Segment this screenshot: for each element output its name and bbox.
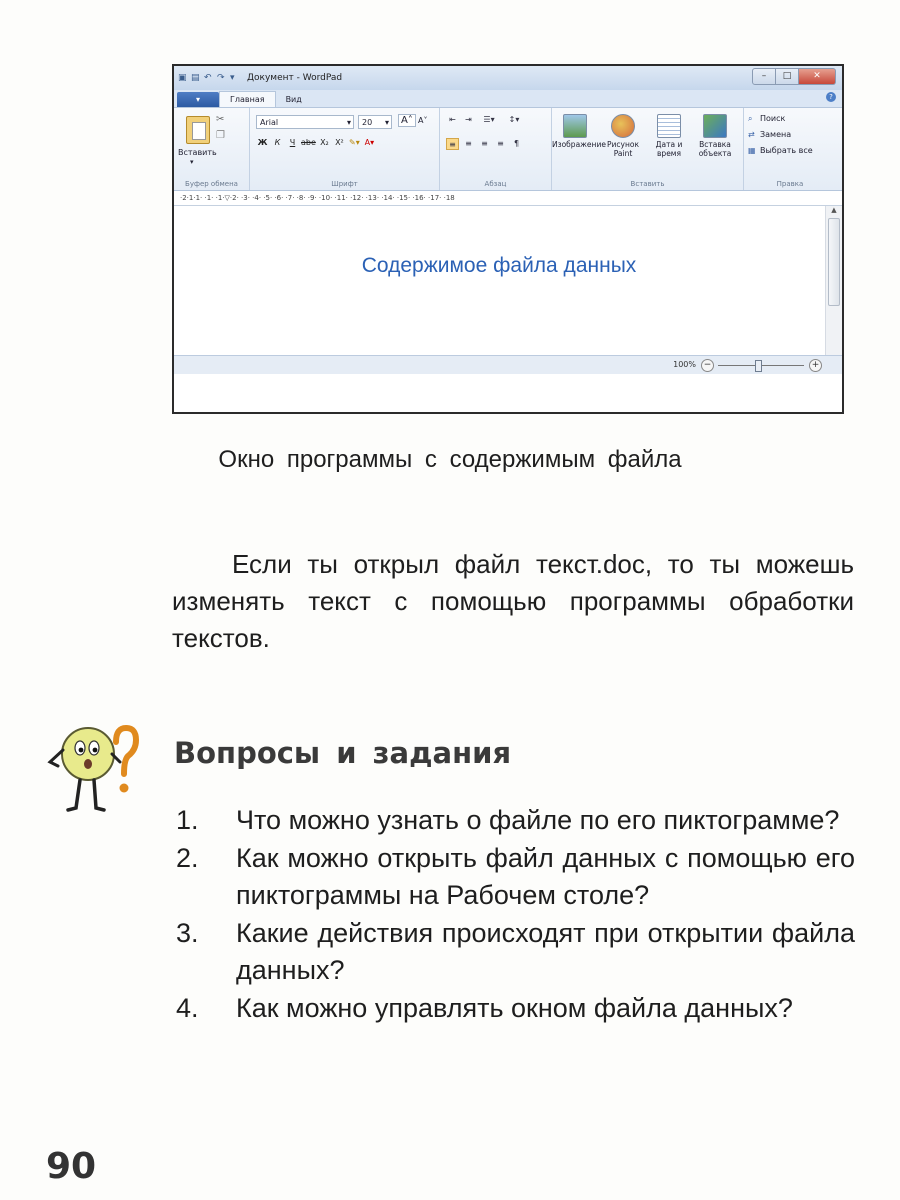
object-icon — [703, 114, 727, 138]
section-heading: Вопросы и задания — [174, 736, 512, 770]
tab-home[interactable]: Главная — [219, 91, 276, 107]
question-item — [172, 990, 855, 1027]
font-color-icon[interactable]: A▾ — [364, 138, 375, 147]
body-paragraph-text: Если ты открыл файл текст.doc, то ты можешь изменять текст с помощью программы обработки текстов. — [172, 549, 854, 653]
insert-group — [552, 108, 744, 190]
font-style-buttons — [256, 136, 376, 150]
question-text: Какие действия происходят при открытии файла данных? — [236, 918, 855, 985]
minimize-button[interactable]: – — [752, 68, 776, 85]
font-size-value: 20 — [362, 118, 373, 127]
customize-qat-icon[interactable]: ▾ — [230, 72, 235, 83]
tab-view[interactable]: Вид — [285, 95, 302, 104]
insert-group-label: Вставить — [630, 180, 665, 188]
paste-icon[interactable] — [186, 116, 210, 144]
close-button[interactable]: ✕ — [799, 68, 836, 85]
question-number: 1. — [176, 805, 199, 835]
bold-button[interactable]: Ж — [257, 138, 268, 147]
italic-button[interactable]: К — [274, 138, 281, 147]
ruler[interactable]: ·2·1·1· ·1· ·1·▽·2· ·3· ·4· ·5· ·6· ·7· ·8· ·9· ·10· ·11· ·12· ·13· ·14· ·15· ·16· ·17· ·18 — [174, 191, 842, 206]
scroll-up-icon[interactable]: ▲ — [831, 206, 837, 214]
find-button[interactable] — [748, 114, 785, 123]
question-item — [172, 840, 855, 914]
question-number: 3. — [176, 918, 199, 948]
underline-button[interactable]: Ч — [289, 138, 296, 147]
undo-icon[interactable]: ↶ — [204, 72, 212, 83]
question-item — [172, 915, 855, 989]
app-menu-button[interactable] — [177, 92, 219, 107]
body-paragraph — [172, 546, 854, 657]
clipboard-group-label: Буфер обмена — [185, 180, 238, 188]
paragraph-row-2 — [446, 138, 523, 150]
editing-group — [744, 108, 836, 190]
copy-icon[interactable]: ❐ — [216, 130, 225, 141]
select-all-icon: ▦ — [748, 146, 756, 155]
font-family-select[interactable]: Arial ▾ — [256, 115, 354, 129]
align-left-icon[interactable]: ≡ — [446, 138, 459, 150]
paint-drawing-label: Рисунок Paint — [607, 140, 639, 158]
zoom-slider-thumb[interactable] — [755, 360, 762, 372]
line-spacing-icon[interactable]: ↕▾ — [508, 115, 520, 124]
editing-group-label: Правка — [776, 180, 804, 188]
questions-list — [172, 802, 855, 1028]
justify-icon[interactable]: ≡ — [497, 139, 504, 148]
question-text: Как можно управлять окном файла данных? — [236, 993, 793, 1023]
date-time-button[interactable] — [646, 114, 692, 158]
window-title: Документ - WordPad — [247, 73, 343, 83]
date-time-label: Дата и время — [655, 140, 683, 158]
question-number: 2. — [176, 843, 199, 873]
picture-icon — [563, 114, 587, 138]
grow-font-icon[interactable]: A˄ — [398, 114, 416, 127]
increase-indent-icon[interactable]: ⇥ — [465, 115, 472, 124]
ribbon-tabs — [174, 90, 842, 108]
paste-dropdown-icon[interactable]: ▾ — [190, 158, 194, 166]
wordpad-app-icon: ▣ — [178, 72, 187, 83]
highlight-color-icon[interactable]: ✎▾ — [349, 138, 360, 147]
figure-caption: Окно программы с содержимым файла — [218, 446, 682, 473]
font-group-label: Шрифт — [331, 180, 358, 188]
paragraph-row-1 — [446, 114, 525, 126]
zoom-in-button[interactable]: + — [809, 359, 822, 372]
replace-button[interactable] — [748, 130, 791, 139]
question-text: Как можно открыть файл данных с помощью его пиктограммы на Рабочем столе? — [236, 843, 855, 910]
paint-palette-icon — [611, 114, 635, 138]
status-bar — [174, 355, 842, 374]
align-center-icon[interactable]: ≡ — [465, 139, 472, 148]
strikethrough-button[interactable]: abe — [301, 138, 316, 147]
decrease-indent-icon[interactable]: ⇤ — [449, 115, 456, 124]
insert-object-button[interactable] — [692, 114, 738, 158]
paragraph-group — [440, 108, 552, 190]
page-number: 90 — [46, 1146, 97, 1187]
bullets-icon[interactable]: ☰▾ — [483, 115, 495, 124]
paragraph-group-label: Абзац — [484, 180, 507, 188]
document-area[interactable] — [174, 206, 842, 374]
wordpad-window — [172, 64, 844, 414]
font-size-select[interactable]: 20 ▾ — [358, 115, 392, 129]
find-label: Поиск — [760, 114, 786, 123]
replace-label: Замена — [760, 130, 792, 139]
font-group — [250, 108, 440, 190]
zoom-out-button[interactable]: − — [701, 359, 714, 372]
font-family-value: Arial — [260, 118, 279, 127]
insert-picture-button[interactable] — [552, 114, 606, 149]
redo-icon[interactable]: ↷ — [217, 72, 225, 83]
scrollbar-thumb[interactable] — [828, 218, 840, 306]
insert-picture-label: Изображение — [552, 140, 606, 149]
title-bar — [174, 66, 842, 90]
superscript-button[interactable]: X² — [335, 138, 344, 147]
quick-access-toolbar — [174, 74, 239, 83]
question-text: Что можно узнать о файле по его пиктограмме? — [236, 805, 840, 835]
question-number: 4. — [176, 993, 199, 1023]
ribbon — [174, 108, 842, 191]
paste-button[interactable]: Вставить — [178, 148, 217, 157]
select-all-label: Выбрать все — [760, 146, 813, 155]
replace-icon: ⇄ — [748, 130, 755, 139]
calendar-icon — [657, 114, 681, 138]
maximize-button[interactable]: □ — [776, 68, 799, 85]
clipboard-group — [174, 108, 250, 190]
question-mascot-icon — [44, 720, 140, 820]
document-text[interactable]: Содержимое файла данных — [361, 254, 637, 277]
save-icon[interactable]: ▤ — [191, 72, 200, 83]
binoculars-icon: ⌕ — [748, 114, 753, 123]
zoom-level: 100% — [673, 360, 696, 369]
window-controls — [752, 68, 836, 85]
help-icon[interactable]: ? — [826, 92, 836, 102]
paint-drawing-button[interactable] — [600, 114, 646, 158]
question-item — [172, 802, 855, 839]
paragraph-settings-icon[interactable]: ¶ — [513, 139, 520, 148]
insert-object-label: Вставка объекта — [698, 140, 732, 158]
shrink-font-icon[interactable]: A˅ — [418, 116, 428, 125]
vertical-scrollbar[interactable] — [825, 206, 842, 374]
cut-icon[interactable]: ✂ — [216, 114, 225, 125]
align-right-icon[interactable]: ≡ — [481, 139, 488, 148]
app-menu-label: ▾ — [195, 95, 200, 104]
subscript-button[interactable]: X₂ — [320, 138, 329, 147]
select-all-button[interactable] — [748, 146, 813, 155]
